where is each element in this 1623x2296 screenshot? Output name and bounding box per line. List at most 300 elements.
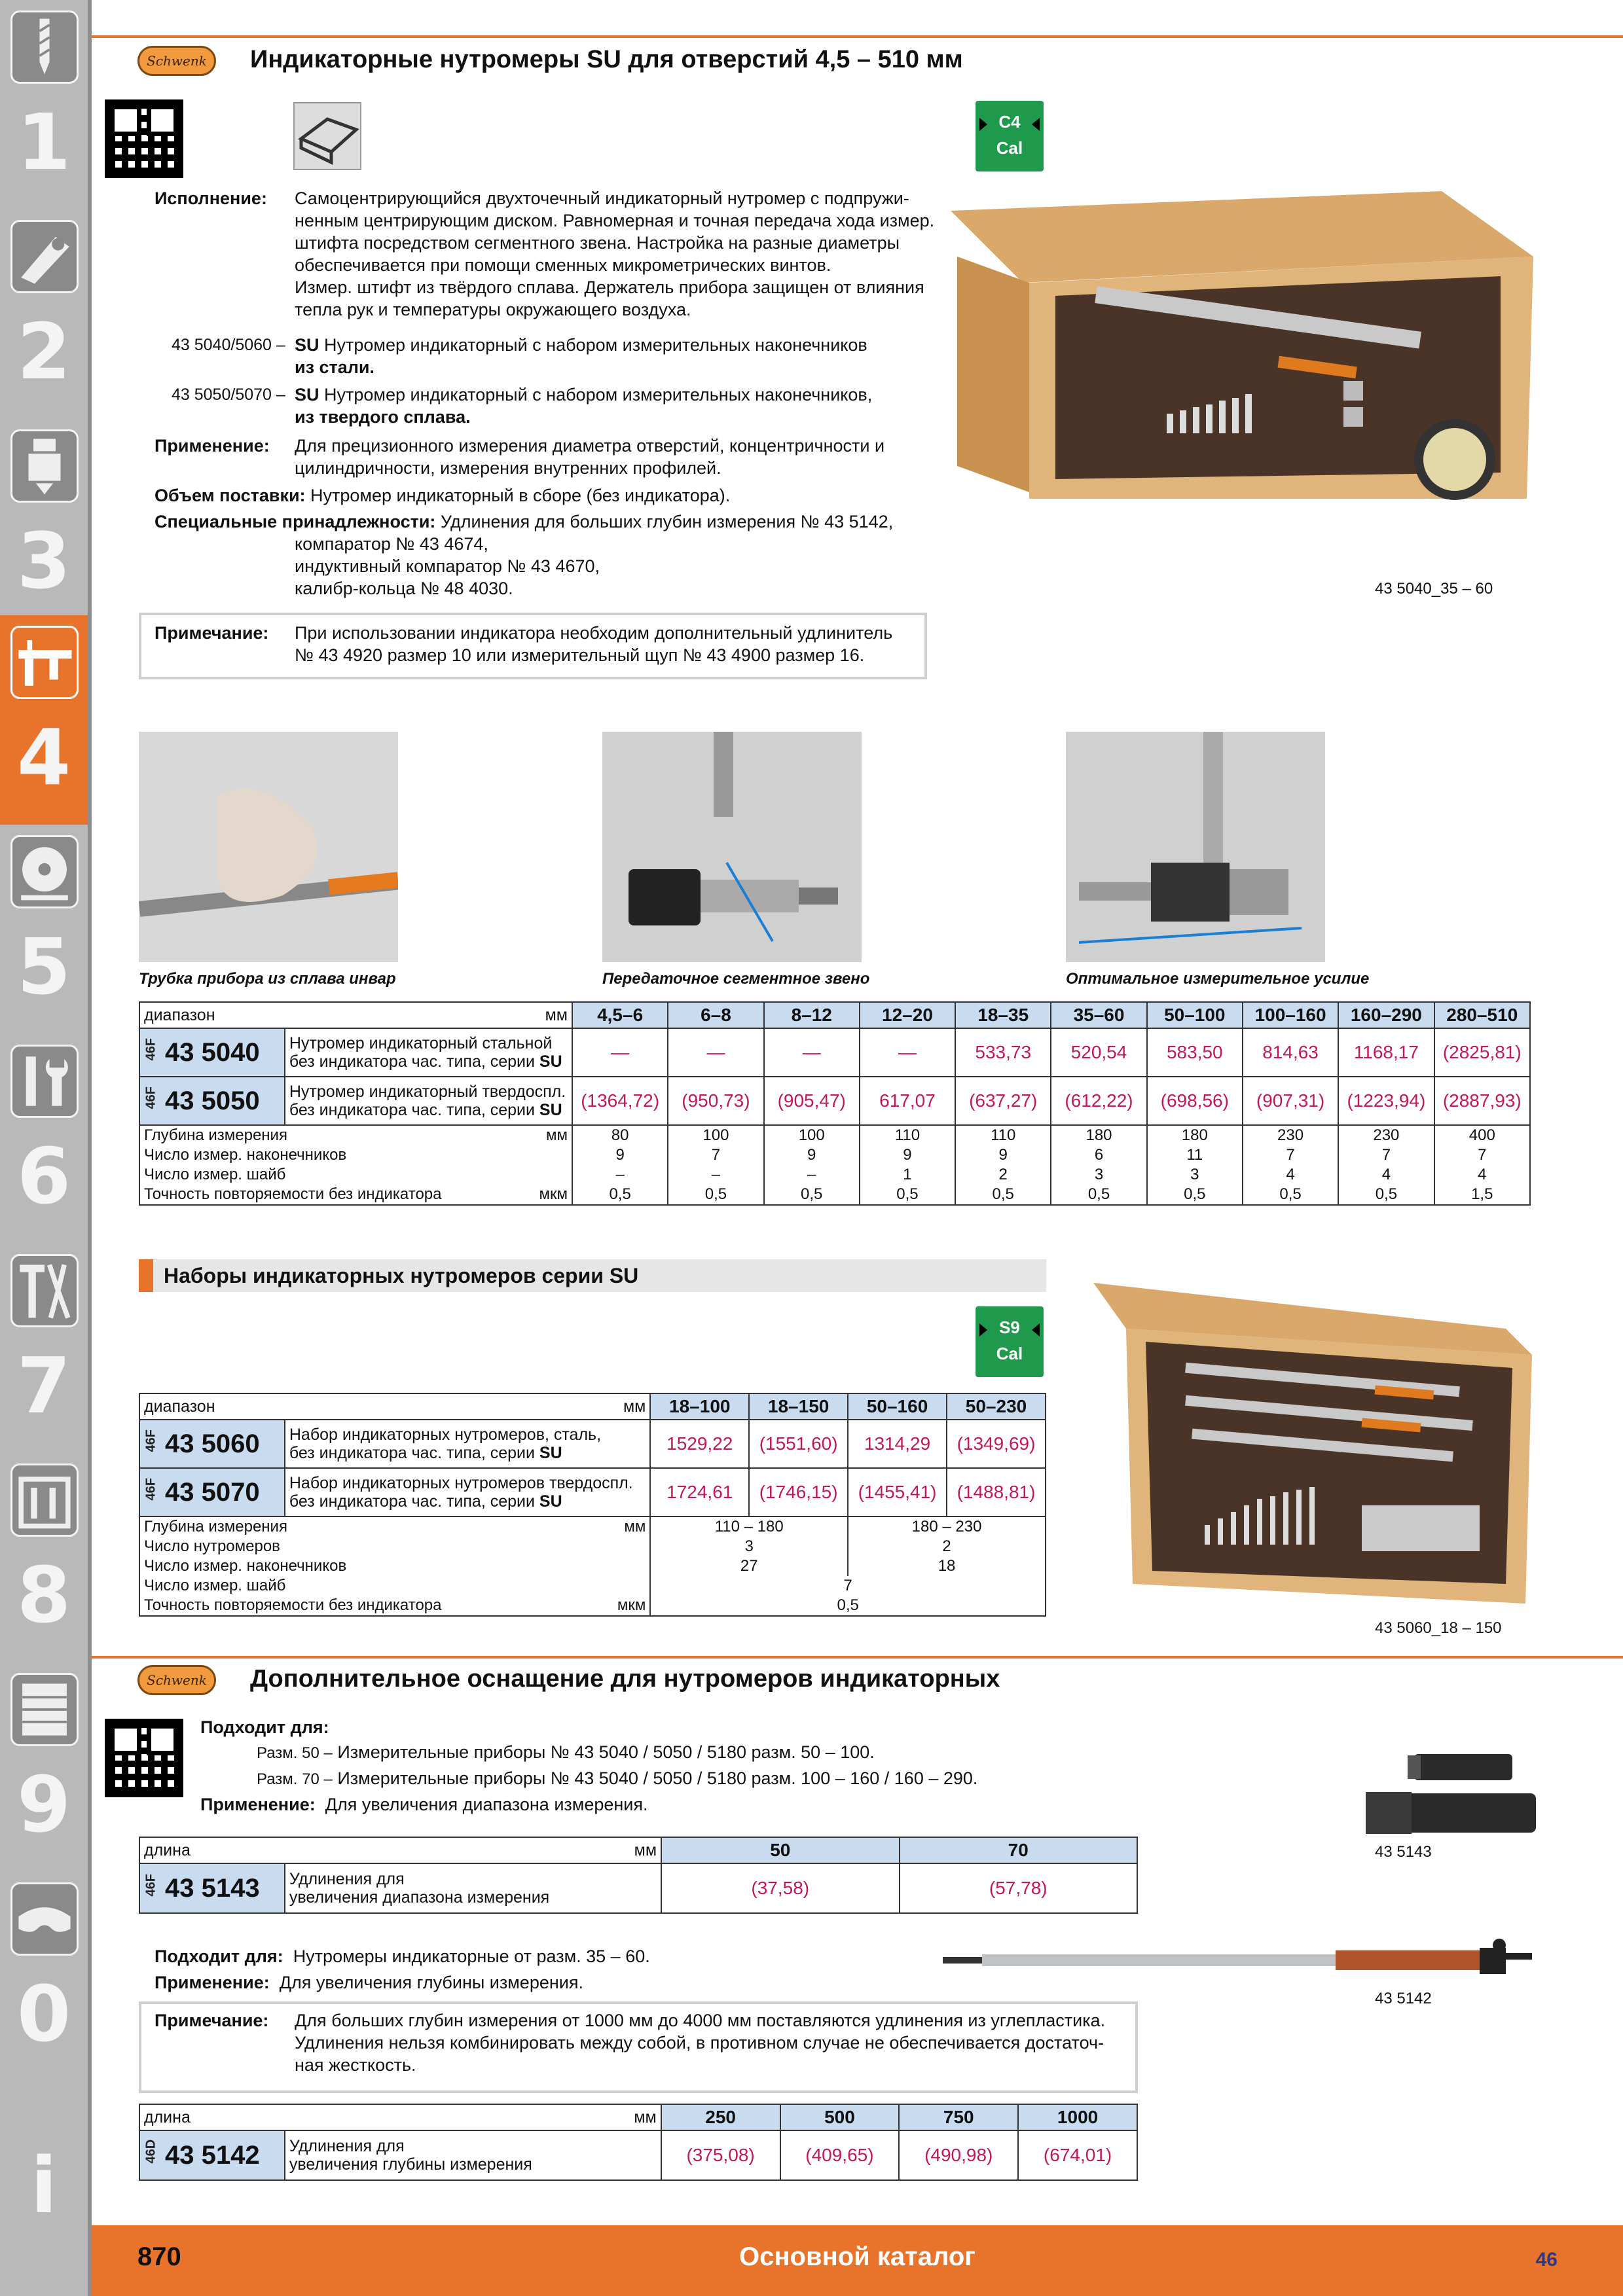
spec-value: 3: [1147, 1165, 1243, 1185]
price-cell: (2887,93): [1434, 1077, 1530, 1125]
product-case-image: [938, 185, 1540, 577]
chapter-number: 3: [16, 516, 71, 606]
spec-row: [139, 1537, 1046, 1556]
scope-row: [155, 484, 730, 507]
spec-value: 2: [848, 1537, 1046, 1556]
price-cell: 583,50: [1147, 1028, 1243, 1077]
column-header: 12–20: [860, 1002, 955, 1028]
chapter-number: 4: [16, 712, 71, 802]
line: Нутромер индикаторный с набором измерительных наконечников: [319, 335, 867, 355]
spec-value: 1: [860, 1165, 955, 1185]
article-text: 43 5060: [165, 1429, 260, 1458]
price-cell: 814,63: [1243, 1028, 1338, 1077]
range-label: диапазон: [144, 1397, 215, 1416]
spec-value: –: [572, 1165, 668, 1185]
extension-image-1: [1355, 1741, 1545, 1846]
spec-value: 110: [955, 1125, 1051, 1145]
catalog-code: 46: [1535, 2249, 1558, 2270]
price-cell: 1724,61: [650, 1468, 749, 1516]
column-header: 4,5–6: [572, 1002, 668, 1028]
spec-row: [139, 1165, 1530, 1185]
column-header: 70: [900, 1837, 1138, 1863]
group-code: 46F: [143, 1478, 158, 1501]
fits-text: Измерительные приборы № 43 5040 / 5050 / 5180 разм. 50 – 100.: [337, 1742, 875, 1762]
spec-value: 0,5: [955, 1185, 1051, 1205]
spec-value: 100: [764, 1125, 860, 1145]
line: без индикатора час. типа, серии: [289, 1101, 539, 1119]
spec-row: [139, 1556, 1046, 1576]
price-cell: (905,47): [764, 1077, 860, 1125]
line: Нутромер индикаторный с набором измерительных наконечников,: [319, 385, 873, 404]
chapter-number: i: [30, 2140, 58, 2231]
article-text: 43 5050: [165, 1086, 260, 1115]
spec-value: 1,5: [1434, 1185, 1530, 1205]
column-header: 50–160: [848, 1393, 947, 1420]
image-caption: 43 5040_35 – 60: [1375, 580, 1493, 598]
variant1-text: [295, 334, 867, 378]
line: Набор индикаторных нутромеров, сталь,: [289, 1426, 602, 1444]
spec-value: 0,5: [1051, 1185, 1146, 1205]
price-cell: (37,58): [661, 1863, 899, 1913]
spec-value: 11: [1147, 1145, 1243, 1165]
note-label: Примечание:: [155, 623, 269, 643]
spec-name: Точность повторяемости без индикатора: [144, 1596, 442, 1614]
product-set-image: [1087, 1276, 1539, 1617]
series-label: SU: [539, 1101, 562, 1119]
header-rule: [92, 35, 1623, 38]
accessories-label: Специальные принадлежности:: [155, 512, 436, 531]
image-caption: 43 5143: [1375, 1843, 1432, 1861]
photo-measuring-force: [1066, 732, 1325, 962]
calibration-badge: [976, 101, 1044, 171]
article-description: [285, 2130, 661, 2180]
spec-name: Точность повторяемости без индикатора: [144, 1185, 442, 1203]
group-code: 46F: [143, 1086, 158, 1109]
line: индуктивный компаратор № 43 4670,: [295, 556, 600, 576]
column-header: 50–100: [1147, 1002, 1243, 1028]
photo-caption: Передаточное сегментное звено: [602, 970, 870, 988]
spec-value: 110 – 180: [650, 1516, 848, 1537]
spec-value: 80: [572, 1125, 668, 1145]
length-header: [139, 2104, 661, 2130]
chapter-tab-2[interactable]: [0, 209, 88, 419]
badge-line2: Cal: [996, 1344, 1023, 1363]
photo-invar-tube: [139, 732, 398, 962]
spec-value: 0,5: [1243, 1185, 1338, 1205]
price-cell: (950,73): [668, 1077, 763, 1125]
qr-code[interactable]: [105, 1719, 183, 1797]
spec-value: 110: [860, 1125, 955, 1145]
spec-value: 7: [668, 1145, 763, 1165]
chapter-sidebar: [0, 0, 92, 2296]
page-number: 870: [137, 2242, 181, 2271]
spec-row: [139, 1125, 1530, 1145]
caliper-icon: [10, 626, 79, 699]
article-text: 43 5040: [165, 1037, 260, 1067]
spec-name: Число измер. наконечников: [144, 1557, 347, 1575]
line: Измер. штифт из твёрдого сплава. Держатель прибора защищен от влияния: [295, 278, 924, 297]
chapter-tab-0[interactable]: [0, 1872, 88, 2081]
application2-row: [155, 1971, 583, 1994]
price-cell: (1364,72): [572, 1077, 668, 1125]
spec-value: 4: [1434, 1165, 1530, 1185]
spec-value: 0,5: [668, 1185, 763, 1205]
spec-value: 7: [1434, 1145, 1530, 1165]
fits-text: Нутромеры индикаторные от разм. 35 – 60.: [293, 1946, 650, 1966]
article-description: [285, 1028, 572, 1077]
chapter-tab-6[interactable]: [0, 1034, 88, 1244]
price-table-3: [139, 1837, 1138, 1914]
chapter-number: 5: [16, 922, 71, 1012]
case-icon: [293, 102, 361, 170]
price-table-1: [139, 1001, 1531, 1206]
spec-value: 2: [955, 1165, 1051, 1185]
column-header: 750: [899, 2104, 1018, 2130]
price-cell: (375,08): [661, 2130, 780, 2180]
table-row: [139, 2130, 1137, 2180]
unit-label: мм: [545, 1005, 568, 1024]
spec-name: Число измер. шайб: [144, 1166, 286, 1183]
spec-value: 3: [1051, 1165, 1146, 1185]
column-header: 35–60: [1051, 1002, 1146, 1028]
catalog-title: Основной каталог: [739, 2242, 976, 2271]
spec-value: 0,5: [1147, 1185, 1243, 1205]
column-header: 18–100: [650, 1393, 749, 1420]
grinding-disc-icon: [10, 835, 79, 908]
unit-label: мм: [623, 1397, 646, 1416]
chapter-tab-9[interactable]: [0, 1662, 88, 1872]
table-row: [139, 1077, 1530, 1125]
group-code: 46D: [143, 2140, 158, 2164]
article-number[interactable]: [139, 1468, 285, 1516]
price-cell: —: [572, 1028, 668, 1077]
application-label: Применение:: [155, 436, 270, 456]
chapter-tab-8[interactable]: [0, 1453, 88, 1662]
line: Удлинения для: [289, 2137, 405, 2155]
line: Набор индикаторных нутромеров твердоспл.: [289, 1474, 633, 1492]
calibration-badge: [976, 1306, 1044, 1377]
column-header: 18–150: [749, 1393, 848, 1420]
price-cell: (674,01): [1018, 2130, 1137, 2180]
article-number[interactable]: [139, 1077, 285, 1125]
series-label: SU: [295, 335, 319, 355]
spec-row: [139, 1185, 1530, 1205]
price-cell: 1529,22: [650, 1420, 749, 1468]
chapter-number: 7: [16, 1340, 71, 1431]
line: № 43 4920 размер 10 или измерительный щуп № 43 4900 размер 16.: [295, 645, 865, 665]
column-header: 280–510: [1434, 1002, 1530, 1028]
line: ная жесткость.: [295, 2055, 416, 2075]
article-text: 43 5143: [165, 1873, 260, 1903]
length-label: длина: [144, 2108, 191, 2126]
article-description: [285, 1468, 650, 1516]
series-label: SU: [539, 1492, 562, 1511]
article-number[interactable]: [139, 1028, 285, 1077]
chapter-tab-4[interactable]: [0, 615, 88, 825]
scope-label: Объем поставки:: [155, 486, 306, 505]
spec-label: [139, 1185, 572, 1205]
line: без индикатора час. типа, серии: [289, 1444, 539, 1462]
line: Удлинения для больших глубин измерения № 43 5142,: [435, 512, 894, 531]
price-cell: 1314,29: [848, 1420, 947, 1468]
chapter-tab-3[interactable]: [0, 419, 88, 628]
chapter-tab-info[interactable]: [0, 2081, 88, 2291]
qr-code[interactable]: [105, 99, 183, 178]
spec-value: 180: [1147, 1125, 1243, 1145]
spec-value: 100: [668, 1125, 763, 1145]
spec-row: [139, 1576, 1046, 1596]
variant1-codes: 43 5040/5060 –: [172, 336, 285, 354]
column-header: 160–290: [1338, 1002, 1434, 1028]
spec-value: 180 – 230: [848, 1516, 1046, 1537]
chapter-number: 2: [16, 306, 71, 397]
spec-value: 0,5: [650, 1596, 1046, 1616]
price-cell: (1746,15): [749, 1468, 848, 1516]
tool-case-icon: [10, 1463, 79, 1537]
line: увеличения диапазона измерения: [289, 1888, 550, 1907]
series-label: SU: [539, 1444, 562, 1462]
note-text: [295, 622, 892, 666]
spec-name: Глубина измерения: [144, 1518, 287, 1535]
price-cell: —: [764, 1028, 860, 1077]
spec-value: 230: [1338, 1125, 1434, 1145]
range-header: [139, 1002, 572, 1028]
article-description: [285, 1863, 661, 1913]
section-title: Индикаторные нутромеры SU для отверстий 4,5 – 510 мм: [250, 46, 963, 73]
column-header: 100–160: [1243, 1002, 1338, 1028]
spec-label: [139, 1516, 650, 1537]
table-row: [139, 1028, 1530, 1077]
badge-line1: C4: [998, 112, 1021, 132]
spec-label: [139, 1556, 650, 1576]
spec-value: 7: [1243, 1145, 1338, 1165]
price-table-2: [139, 1393, 1046, 1617]
price-cell: (2825,81): [1434, 1028, 1530, 1077]
price-cell: 617,07: [860, 1077, 955, 1125]
spec-row: [139, 1145, 1530, 1165]
spec-value: 0,5: [572, 1185, 668, 1205]
tool-cabinet-icon: [10, 1673, 79, 1746]
spec-label: [139, 1537, 650, 1556]
line: Удлинения нельзя комбинировать между собой, в противном случае не обеспечивается достаточ-: [295, 2033, 1104, 2053]
scope-text: Нутромер индикаторный в сборе (без индикатора).: [305, 486, 731, 505]
line: обеспечивается при помощи сменных микрометрических винтов.: [295, 255, 831, 275]
subsection-title: Наборы индикаторных нутромеров серии SU: [139, 1259, 1046, 1292]
chapter-tab-1[interactable]: [0, 0, 88, 209]
line: Самоцентрирующийся двухточечный индикаторный нутромер с подпружи-: [295, 188, 909, 208]
spec-name: Число нутромеров: [144, 1537, 280, 1555]
spec-label: [139, 1596, 650, 1616]
price-cell: (409,65): [780, 2130, 900, 2180]
price-table-4: [139, 2104, 1138, 2181]
spec-unit: мкм: [617, 1596, 646, 1614]
chapter-number: 9: [16, 1759, 71, 1850]
line: штифта посредством сегментного звена. Настройка на разные диаметры: [295, 233, 900, 253]
tool-holder-icon: [10, 429, 79, 503]
column-header: 18–35: [955, 1002, 1051, 1028]
chapter-number: 8: [16, 1550, 71, 1640]
column-header: 50: [661, 1837, 899, 1863]
line: без индикатора час. типа, серии: [289, 1492, 539, 1511]
price-cell: —: [668, 1028, 763, 1077]
spec-value: 0,5: [1338, 1185, 1434, 1205]
badge-line2: Cal: [996, 138, 1023, 158]
article-number[interactable]: [139, 2130, 285, 2180]
line: Для больших глубин измерения от 1000 мм до 4000 мм поставляются удлинения из углепластика.: [295, 2011, 1106, 2030]
price-cell: (490,98): [899, 2130, 1018, 2180]
column-header: 250: [661, 2104, 780, 2130]
unit-label: мм: [634, 1840, 657, 1859]
series-label: SU: [539, 1052, 562, 1071]
spec-label: [139, 1145, 572, 1165]
application-text: Для увеличения диапазона измерения.: [325, 1795, 648, 1814]
spec-value: 9: [572, 1145, 668, 1165]
line: ненным центрирующим диском. Равномерная и точная передача хода измер.: [295, 211, 935, 230]
line: Для прецизионного измерения диаметра отверстий, концентричности и: [295, 436, 885, 456]
spec-name: Глубина измерения: [144, 1126, 287, 1144]
length-header: [139, 1837, 661, 1863]
series-label: SU: [295, 385, 319, 404]
spec-unit: мм: [545, 1126, 568, 1144]
line: цилиндричности, измерения внутренних профилей.: [295, 458, 721, 478]
spec-value: 0,5: [764, 1185, 860, 1205]
spec-value: 4: [1243, 1165, 1338, 1185]
line: из стали.: [295, 357, 375, 377]
price-cell: —: [860, 1028, 955, 1077]
article-description: [285, 1420, 650, 1468]
insert-holder-icon: [10, 220, 79, 293]
price-cell: (612,22): [1051, 1077, 1146, 1125]
spec-value: 7: [650, 1576, 1046, 1596]
price-cell: 1168,17: [1338, 1028, 1434, 1077]
drill-bit-icon: [10, 10, 79, 84]
spec-row: [139, 1516, 1046, 1537]
spec-name: Число измер. шайб: [144, 1577, 286, 1594]
column-header: 500: [780, 2104, 900, 2130]
page-footer: [92, 2225, 1623, 2296]
price-cell: (1551,60): [749, 1420, 848, 1468]
spec-unit: мм: [624, 1518, 646, 1535]
line: Нутромер индикаторный стальной: [289, 1034, 553, 1052]
spec-value: –: [764, 1165, 860, 1185]
line: увеличения глубины измерения: [289, 2155, 532, 2174]
spec-name: Число измер. наконечников: [144, 1146, 347, 1164]
line: компаратор № 43 4674,: [295, 534, 488, 554]
spec-label: [139, 1165, 572, 1185]
note-text: [295, 2009, 1105, 2076]
line: из твердого сплава.: [295, 407, 471, 427]
range-header: [139, 1393, 650, 1420]
spec-value: 27: [650, 1556, 848, 1576]
column-header: 6–8: [668, 1002, 763, 1028]
image-caption: 43 5060_18 – 150: [1375, 1619, 1502, 1637]
article-text: 43 5142: [165, 2140, 260, 2170]
line: Удлинения для: [289, 1870, 405, 1888]
spec-value: 9: [955, 1145, 1051, 1165]
spec-value: 6: [1051, 1145, 1146, 1165]
size-label: Разм. 50 –: [257, 1744, 333, 1762]
column-header: 8–12: [764, 1002, 860, 1028]
group-code: 46F: [143, 1038, 158, 1061]
article-number[interactable]: [139, 1420, 285, 1468]
price-cell: (698,56): [1147, 1077, 1243, 1125]
article-number[interactable]: [139, 1863, 285, 1913]
price-cell: (1349,69): [947, 1420, 1046, 1468]
length-label: длина: [144, 1840, 191, 1859]
chapter-number: 1: [16, 97, 71, 187]
price-cell: 520,54: [1051, 1028, 1146, 1077]
fits-row: [257, 1767, 977, 1791]
execution-text: [295, 187, 976, 321]
wrench-icon: [10, 1045, 79, 1118]
price-cell: (1488,81): [947, 1468, 1046, 1516]
fits-text: Измерительные приборы № 43 5040 / 5050 / 5180 разм. 100 – 160 / 160 – 290.: [337, 1768, 978, 1788]
spec-value: 9: [860, 1145, 955, 1165]
spec-value: 3: [650, 1537, 848, 1556]
safety-goggles-icon: [10, 1882, 79, 1956]
price-cell: (907,31): [1243, 1077, 1338, 1125]
column-header: 50–230: [947, 1393, 1046, 1420]
chapter-tab-7[interactable]: [0, 1244, 88, 1453]
spec-value: 7: [1338, 1145, 1434, 1165]
badge-line1: S9: [999, 1318, 1020, 1337]
execution-label: Исполнение:: [155, 188, 267, 208]
fits-label: Подходит для:: [200, 1717, 329, 1737]
price-cell: (1223,94): [1338, 1077, 1434, 1125]
spec-value: 4: [1338, 1165, 1434, 1185]
application-row: [200, 1793, 648, 1816]
chapter-tab-5[interactable]: [0, 825, 88, 1034]
variant2-codes: 43 5050/5070 –: [172, 386, 285, 404]
unit-label: мм: [634, 2108, 657, 2126]
fits-label: Подходит для:: [155, 1946, 283, 1966]
photo-caption: Трубка прибора из сплава инвар: [139, 970, 396, 988]
fits2-row: [155, 1945, 650, 1967]
application-text: [295, 435, 884, 479]
table-row: [139, 1420, 1046, 1468]
group-code: 46F: [143, 1429, 158, 1452]
image-caption: 43 5142: [1375, 1990, 1432, 2007]
size-label: Разм. 70 –: [257, 1770, 333, 1788]
variant2-text: [295, 384, 872, 428]
spec-value: –: [668, 1165, 763, 1185]
chapter-number: 6: [16, 1131, 71, 1221]
article-text: 43 5070: [165, 1477, 260, 1507]
spec-value: 0,5: [860, 1185, 955, 1205]
price-cell: 533,73: [955, 1028, 1051, 1077]
application-text: Для увеличения глубины измерения.: [279, 1973, 583, 1992]
fits-row: [257, 1741, 875, 1765]
photo-segment-link: [602, 732, 862, 962]
table-row: [139, 1468, 1046, 1516]
spec-value: 9: [764, 1145, 860, 1165]
section-title: Дополнительное оснащение для нутромеров индикаторных: [250, 1665, 1000, 1693]
spec-value: 18: [848, 1556, 1046, 1576]
brand-logo: Schwenk: [137, 46, 216, 76]
price-cell: (637,27): [955, 1077, 1051, 1125]
extension-image-2: [943, 1937, 1545, 1990]
chapter-number: 0: [16, 1969, 71, 2059]
line: калибр-кольца № 48 4030.: [295, 579, 513, 598]
spec-row: [139, 1596, 1046, 1616]
spec-value: 230: [1243, 1125, 1338, 1145]
spec-label: [139, 1125, 572, 1145]
spec-unit: мкм: [539, 1185, 568, 1203]
range-label: диапазон: [144, 1005, 215, 1024]
spec-value: 400: [1434, 1125, 1530, 1145]
column-header: 1000: [1018, 2104, 1137, 2130]
table-row: [139, 1863, 1137, 1913]
